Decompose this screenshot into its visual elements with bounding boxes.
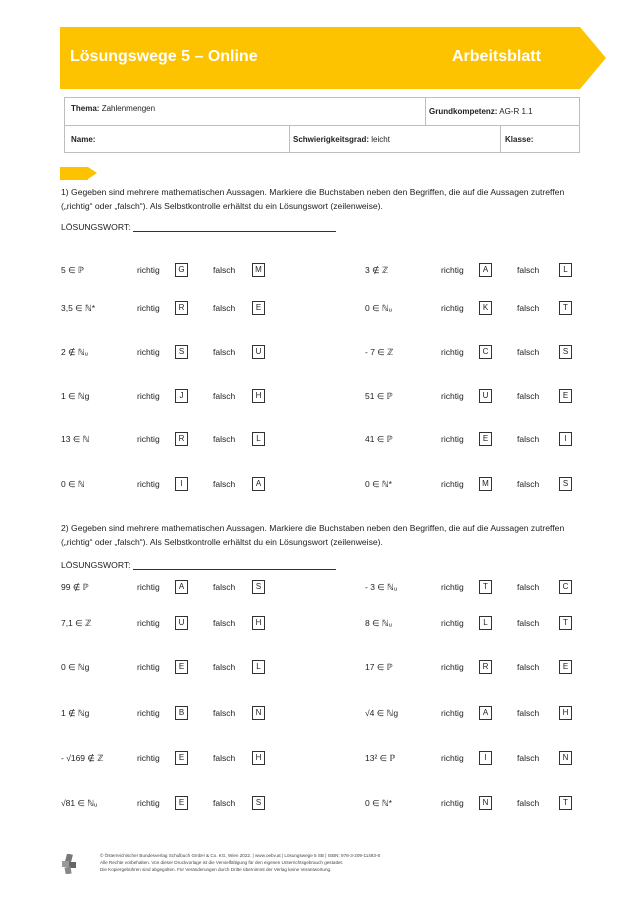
statement-row (61, 581, 281, 595)
statement-row (61, 797, 281, 811)
statement-expression: 0 ∈ ℕ* (365, 479, 392, 489)
richtig-letter-box[interactable]: B (175, 706, 188, 720)
statement-expression: 0 ∈ ℕᵤ (365, 303, 392, 313)
statement-row (365, 661, 585, 675)
falsch-label: falsch (517, 753, 540, 763)
richtig-label: richtig (441, 391, 464, 401)
header-type: Arbeitsblatt (452, 48, 541, 65)
richtig-letter-box[interactable]: I (479, 751, 492, 765)
statement-row (365, 433, 585, 447)
statement-row (61, 661, 281, 675)
richtig-letter-box[interactable]: G (175, 263, 188, 277)
falsch-letter-box[interactable]: L (252, 660, 265, 674)
statement-row (61, 302, 281, 316)
falsch-letter-box[interactable]: H (252, 616, 265, 630)
footer-line: © Österreichischer Bundesverlag Schulbuch GmbH & Co. KG, Wien 2022. | www.oebv.at | Lösungswege 5 SB | ISBN: 978-3-209-11493-8 (100, 853, 381, 858)
statement-row (365, 390, 585, 404)
falsch-label: falsch (213, 303, 236, 313)
falsch-letter-box[interactable]: T (559, 301, 572, 315)
statement-expression: 1 ∈ ℕg (61, 391, 90, 401)
statement-row (365, 752, 585, 766)
falsch-letter-box[interactable]: L (559, 263, 572, 277)
richtig-letter-box[interactable]: E (175, 751, 188, 765)
richtig-letter-box[interactable]: N (479, 796, 492, 810)
richtig-letter-box[interactable]: R (479, 660, 492, 674)
statement-row (365, 707, 585, 721)
richtig-label: richtig (441, 434, 464, 444)
richtig-label: richtig (441, 479, 464, 489)
richtig-label: richtig (137, 708, 160, 718)
section-marker-tip (88, 167, 97, 179)
footer-line: Alle Rechte vorbehalten. Von dieser Druckvorlage ist die Vervielfältigung für den eigenen Unterrichtsgebrauch gestattet. (100, 860, 344, 865)
task1-solution-line[interactable] (133, 231, 336, 232)
statement-expression: 0 ∈ ℕ* (365, 798, 392, 808)
section-marker (60, 167, 88, 180)
task2-instruction: 2) Gegeben sind mehrere mathematischen Aussagen. Markiere die Buchstaben neben den Begriffen, die auf die Aussagen zutreffen („richtig“ oder „falsch“). Als Selbstkontrolle erhältst du ein Lösungswort (zeilenweise). (61, 523, 565, 547)
richtig-label: richtig (137, 753, 160, 763)
falsch-letter-box[interactable]: H (252, 389, 265, 403)
richtig-letter-box[interactable]: S (175, 345, 188, 359)
falsch-label: falsch (517, 662, 540, 672)
statement-row (61, 346, 281, 360)
richtig-letter-box[interactable]: M (479, 477, 492, 491)
richtig-label: richtig (441, 303, 464, 313)
task2-solution-label: LÖSUNGSWORT: (61, 560, 131, 570)
grundkompetenz-label: Grundkompetenz: (429, 107, 498, 116)
falsch-letter-box[interactable]: E (252, 301, 265, 315)
info-divider (65, 125, 579, 126)
richtig-letter-box[interactable]: E (175, 660, 188, 674)
statement-row (61, 433, 281, 447)
name-label: Name: (71, 135, 96, 144)
falsch-label: falsch (517, 479, 540, 489)
statement-expression: 13² ∈ ℙ (365, 753, 396, 763)
statement-expression: 2 ∉ ℕᵤ (61, 347, 88, 357)
statement-expression: 0 ∈ ℕ (61, 479, 85, 489)
falsch-label: falsch (517, 434, 540, 444)
falsch-letter-box[interactable]: T (559, 616, 572, 630)
info-divider (500, 125, 501, 153)
falsch-label: falsch (213, 479, 236, 489)
falsch-letter-box[interactable]: M (252, 263, 265, 277)
richtig-label: richtig (137, 265, 160, 275)
richtig-label: richtig (441, 798, 464, 808)
richtig-letter-box[interactable]: K (479, 301, 492, 315)
task1-instruction: 1) Gegeben sind mehrere mathematischen Aussagen. Markiere die Buchstaben neben den Begriffen, die auf die Aussagen zutreffen („richtig“ oder „falsch“). Als Selbstkontrolle erhältst du ein Lösungswort (zeilenweise). (61, 187, 565, 211)
statement-expression: 1 ∉ ℕg (61, 708, 90, 718)
statement-row (61, 707, 281, 721)
falsch-letter-box[interactable]: C (559, 580, 572, 594)
falsch-letter-box[interactable]: H (252, 751, 265, 765)
statement-expression: √81 ∈ ℕᵤ (61, 798, 98, 808)
statement-row (365, 797, 585, 811)
falsch-label: falsch (213, 708, 236, 718)
richtig-letter-box[interactable]: A (479, 706, 492, 720)
statement-expression: 17 ∈ ℙ (365, 662, 393, 672)
falsch-letter-box[interactable]: U (252, 345, 265, 359)
falsch-label: falsch (213, 582, 236, 592)
richtig-label: richtig (137, 479, 160, 489)
falsch-label: falsch (213, 798, 236, 808)
richtig-label: richtig (441, 265, 464, 275)
falsch-letter-box[interactable]: E (559, 660, 572, 674)
richtig-letter-box[interactable]: E (479, 432, 492, 446)
richtig-label: richtig (441, 753, 464, 763)
klasse-label: Klasse: (505, 135, 534, 144)
richtig-label: richtig (137, 303, 160, 313)
header-title: Lösungswege 5 – Online (70, 48, 258, 65)
statement-row (365, 617, 585, 631)
statement-expression: 0 ∈ ℕg (61, 662, 90, 672)
richtig-label: richtig (137, 798, 160, 808)
richtig-letter-box[interactable]: I (175, 477, 188, 491)
grundkompetenz-field (429, 107, 533, 116)
statement-expression: 99 ∉ ℙ (61, 582, 89, 592)
falsch-label: falsch (517, 582, 540, 592)
statement-row (365, 346, 585, 360)
grundkompetenz-value: AG-R 1.1 (499, 107, 533, 116)
falsch-label: falsch (213, 265, 236, 275)
schwierigkeit-label: Schwierigkeitsgrad: (293, 135, 370, 144)
falsch-label: falsch (213, 618, 236, 628)
statement-expression: - √169 ∉ ℤ (61, 753, 104, 763)
falsch-label: falsch (213, 662, 236, 672)
richtig-letter-box[interactable]: L (479, 616, 492, 630)
statement-expression: 51 ∈ ℙ (365, 391, 393, 401)
statement-expression: 13 ∈ ℕ (61, 434, 90, 444)
statement-row (61, 617, 281, 631)
richtig-letter-box[interactable]: R (175, 301, 188, 315)
statement-row (61, 390, 281, 404)
falsch-letter-box[interactable]: H (559, 706, 572, 720)
statement-expression: - 3 ∈ ℕᵤ (365, 582, 398, 592)
richtig-label: richtig (441, 708, 464, 718)
richtig-letter-box[interactable]: T (479, 580, 492, 594)
thema-field (71, 104, 155, 113)
falsch-letter-box[interactable]: N (252, 706, 265, 720)
statement-row (61, 752, 281, 766)
falsch-letter-box[interactable]: A (252, 477, 265, 491)
falsch-label: falsch (517, 347, 540, 357)
falsch-label: falsch (517, 391, 540, 401)
footer-line: Die Kopiergebühren sind abgegolten. Für Veränderungen durch Dritte übernimmt der Verlag keine Verantwortung. (100, 867, 332, 872)
richtig-label: richtig (137, 391, 160, 401)
richtig-letter-box[interactable]: C (479, 345, 492, 359)
schwierigkeit-field (293, 135, 390, 144)
richtig-label: richtig (137, 434, 160, 444)
falsch-label: falsch (213, 347, 236, 357)
statement-expression: 5 ∈ ℙ (61, 265, 84, 275)
falsch-letter-box[interactable]: S (252, 580, 265, 594)
task1-solution-label: LÖSUNGSWORT: (61, 222, 131, 232)
falsch-letter-box[interactable]: N (559, 751, 572, 765)
statement-expression: - 7 ∈ ℤ (365, 347, 394, 357)
statement-row (365, 302, 585, 316)
footer (100, 852, 530, 873)
statement-expression: 3 ∉ ℤ (365, 265, 389, 275)
info-divider (289, 125, 290, 153)
falsch-label: falsch (213, 753, 236, 763)
falsch-label: falsch (517, 303, 540, 313)
richtig-label: richtig (137, 662, 160, 672)
falsch-letter-box[interactable]: I (559, 432, 572, 446)
richtig-label: richtig (441, 347, 464, 357)
statement-row (365, 478, 585, 492)
richtig-label: richtig (137, 582, 160, 592)
falsch-letter-box[interactable]: S (559, 477, 572, 491)
task2-solution-line[interactable] (133, 569, 336, 570)
falsch-label: falsch (213, 434, 236, 444)
falsch-label: falsch (517, 798, 540, 808)
falsch-letter-box[interactable]: S (559, 345, 572, 359)
falsch-letter-box[interactable]: L (252, 432, 265, 446)
klasse-field (505, 135, 533, 144)
richtig-letter-box[interactable]: U (479, 389, 492, 403)
falsch-letter-box[interactable]: E (559, 389, 572, 403)
richtig-letter-box[interactable]: A (479, 263, 492, 277)
richtig-letter-box[interactable]: J (175, 389, 188, 403)
richtig-label: richtig (441, 618, 464, 628)
statement-expression: 7,1 ∈ ℤ (61, 618, 92, 628)
richtig-letter-box[interactable]: A (175, 580, 188, 594)
statement-expression: 41 ∈ ℙ (365, 434, 393, 444)
richtig-label: richtig (137, 347, 160, 357)
richtig-letter-box[interactable]: E (175, 796, 188, 810)
falsch-label: falsch (517, 708, 540, 718)
richtig-label: richtig (137, 618, 160, 628)
richtig-letter-box[interactable]: R (175, 432, 188, 446)
thema-label: Thema: (71, 104, 100, 113)
statement-row (61, 478, 281, 492)
statement-expression: 8 ∈ ℕᵤ (365, 618, 392, 628)
statement-expression: √4 ∈ ℕg (365, 708, 399, 718)
statement-row (365, 581, 585, 595)
name-field (71, 135, 95, 144)
falsch-label: falsch (517, 618, 540, 628)
falsch-label: falsch (517, 265, 540, 275)
richtig-letter-box[interactable]: U (175, 616, 188, 630)
falsch-letter-box[interactable]: S (252, 796, 265, 810)
falsch-label: falsch (213, 391, 236, 401)
info-divider (425, 98, 426, 125)
statement-expression: 3,5 ∈ ℕ* (61, 303, 96, 313)
statement-row (365, 264, 585, 278)
statement-row (61, 264, 281, 278)
thema-value: Zahlenmengen (101, 104, 156, 113)
info-table (64, 97, 580, 153)
richtig-label: richtig (441, 662, 464, 672)
publisher-logo (62, 854, 76, 874)
header-arrow (580, 27, 606, 89)
richtig-label: richtig (441, 582, 464, 592)
schwierigkeit-value: leicht (371, 135, 390, 144)
falsch-letter-box[interactable]: T (559, 796, 572, 810)
